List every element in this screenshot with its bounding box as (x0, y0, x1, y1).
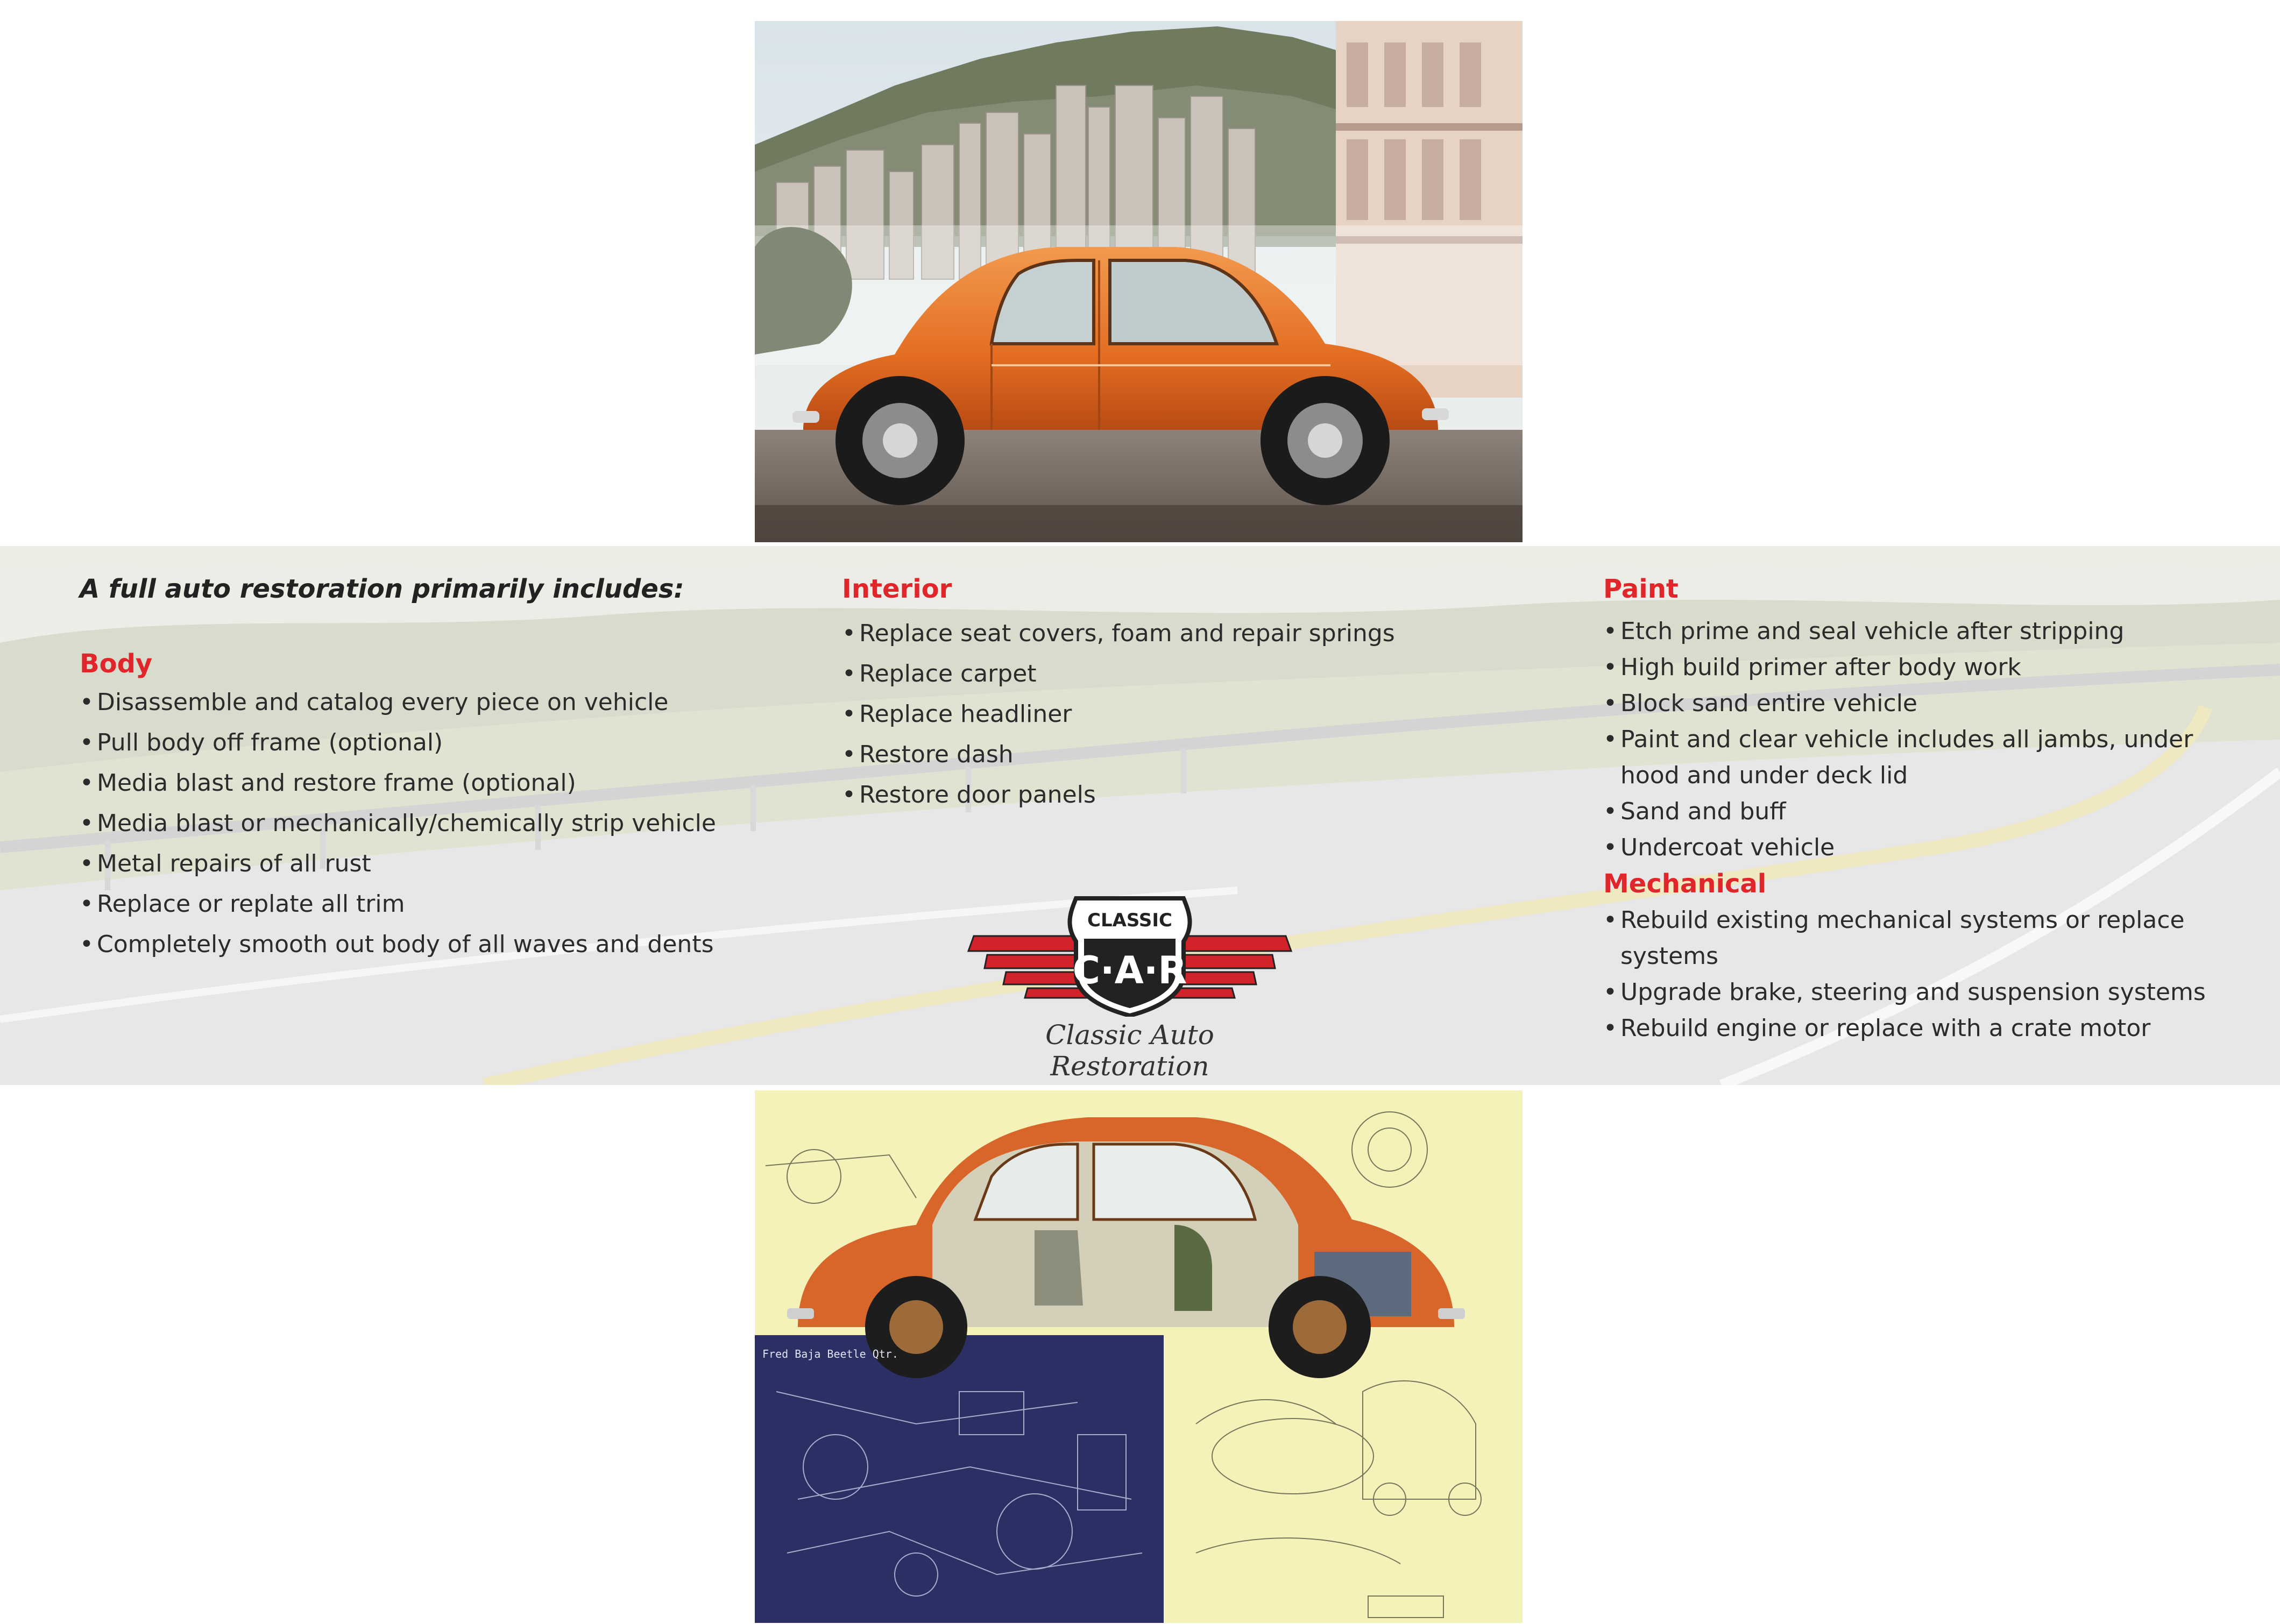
logo-caption: Classic Auto Restoration (1045, 1019, 1214, 1082)
list-item: • Rebuild existing mechanical systems or replace systems (1603, 902, 2228, 974)
list-item: • Replace headliner (842, 694, 1488, 734)
body-list (80, 682, 833, 965)
paint-mechanical-column (1603, 565, 2249, 1046)
interior-list (842, 613, 1488, 815)
winged-shield-icon (963, 888, 1297, 1017)
list-item: • Media blast and restore frame (optional) (80, 763, 833, 803)
interior-heading: Interior (842, 574, 952, 604)
paint-list (1603, 613, 2249, 866)
list-item: • Rebuild engine or replace with a crate motor (1603, 1010, 2249, 1046)
logo-main-word: C·A·R (1072, 948, 1187, 992)
logo-top-word: CLASSIC (1087, 910, 1172, 931)
list-item: • Completely smooth out body of all waves and dents (80, 924, 833, 965)
list-item: • Etch prime and seal vehicle after stripping (1603, 613, 2249, 649)
interior-column (842, 565, 1488, 815)
list-item: • Replace carpet (842, 654, 1488, 694)
list-item: • Pull body off frame (optional) (80, 722, 833, 763)
list-item: • Media blast or mechanically/chemically strip vehicle (80, 803, 833, 843)
list-item: • Undercoat vehicle (1603, 829, 2249, 866)
list-item: • High build primer after body work (1603, 649, 2249, 685)
body-column (80, 565, 833, 965)
list-item: • Metal repairs of all rust (80, 843, 833, 884)
intro-heading: A full auto restoration primarily includes: (80, 574, 684, 604)
classic-car-logo (963, 888, 1297, 1082)
body-heading: Body (80, 649, 153, 679)
list-item: • Restore door panels (842, 775, 1488, 815)
list-item: • Disassemble and catalog every piece on vehicle (80, 682, 833, 722)
top-photo-beetle-city (755, 21, 1523, 542)
list-item: • Upgrade brake, steering and suspension systems (1603, 974, 2249, 1010)
list-item: • Replace or replate all trim (80, 884, 833, 924)
list-item: • Paint and clear vehicle includes all jambs, under hood and under deck lid (1603, 721, 2228, 793)
diagram-caption: Fred Baja Beetle Qtr. (762, 1348, 898, 1360)
mechanical-list (1603, 902, 2249, 1046)
beetle-photo-illustration (755, 21, 1523, 542)
bottom-cutaway-diagram (755, 1090, 1523, 1623)
list-item: • Replace seat covers, foam and repair springs (842, 613, 1488, 654)
mechanical-heading: Mechanical (1603, 869, 1767, 899)
list-item: • Restore dash (842, 734, 1488, 775)
list-item: • Block sand entire vehicle (1603, 685, 2249, 721)
paint-heading: Paint (1603, 574, 1679, 604)
list-item: • Sand and buff (1603, 793, 2249, 829)
